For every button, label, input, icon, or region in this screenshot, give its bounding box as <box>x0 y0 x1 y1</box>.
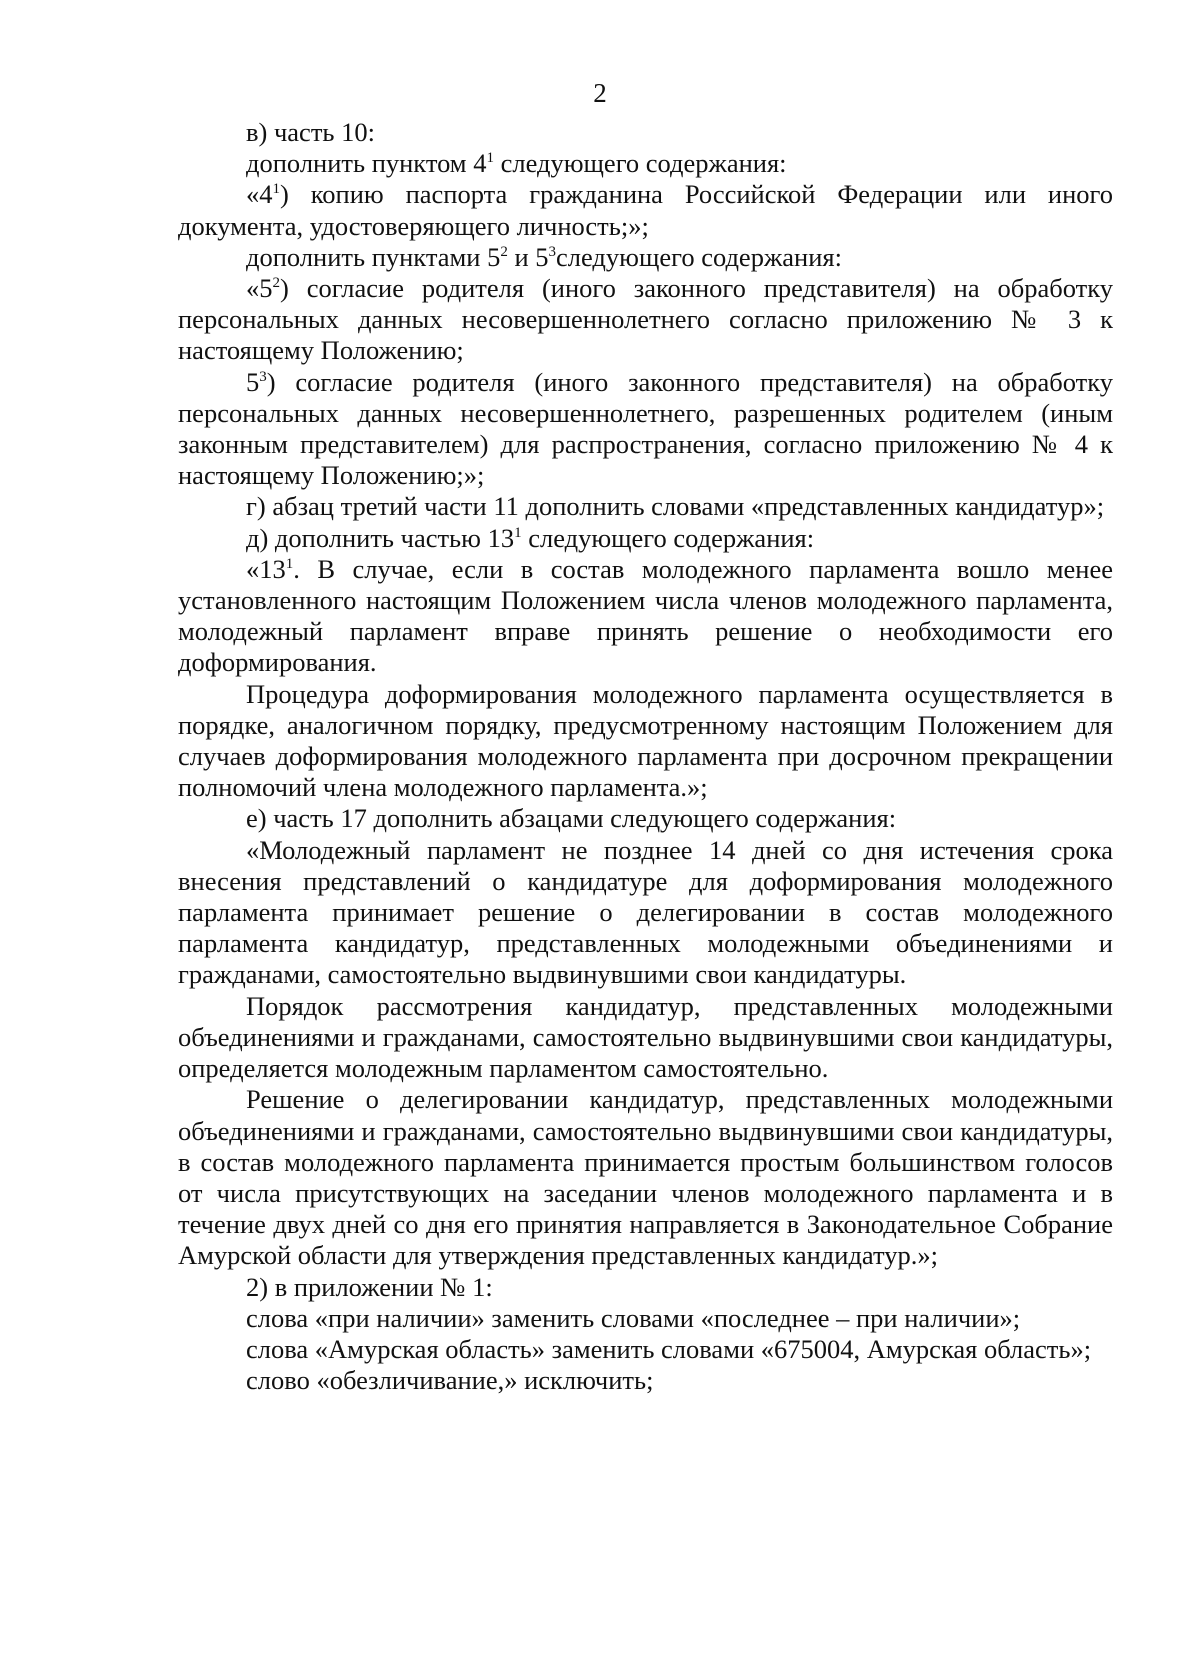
text-run: слова «Амурская область» заменить словами «675004, Амурская область»; <box>246 1333 1092 1364</box>
superscript: 3 <box>548 243 557 260</box>
paragraph <box>178 179 1113 241</box>
paragraph <box>178 1272 1113 1303</box>
paragraph <box>178 803 1113 834</box>
page-number: 2 <box>593 78 607 108</box>
text-run: 2) в приложении № 1: <box>246 1271 493 1302</box>
text-run: д) дополнить частью 13 <box>246 522 515 553</box>
paragraph <box>178 991 1113 1085</box>
paragraph <box>178 273 1113 367</box>
paragraph <box>178 679 1113 804</box>
superscript: 3 <box>259 368 267 385</box>
text-run: е) часть 17 дополнить абзацами следующего содержания: <box>246 803 897 834</box>
text-run: Процедура доформирования молодежного парламента осуществляется в порядке, аналогичном порядку, предусмотренному настоящим Положением для случаев доформирования молодежного парламента при досрочном прекращении полномочий члена молодежного парламента.»; <box>178 678 1113 803</box>
text-run: ) согласие родителя (иного законного представителя) на обработку персональных данных несовершеннолетнего, разрешенных родителем (иным законным представителем) для распространения, согласно приложению № 4 к настоящему Положению;»; <box>178 366 1113 491</box>
text-run: дополнить пунктами 5 <box>246 241 501 272</box>
text-run: Решение о делегировании кандидатур, представленных молодежными объединениями и гражданами, самостоятельно выдвинувшими свои кандидатуры, в состав молодежного парламента принимается простым большинством голосов от числа присутствующих на заседании членов молодежного парламента и в течение двух дней со дня его принятия направляется в Законодательное Собрание Амурской области для утверждения представленных кандидатур.»; <box>178 1084 1113 1271</box>
paragraph <box>178 148 1113 179</box>
superscript: 1 <box>272 181 280 198</box>
paragraph <box>178 367 1113 492</box>
paragraph <box>178 523 1113 554</box>
superscript: 1 <box>486 150 494 167</box>
paragraph <box>178 1084 1113 1271</box>
text-run: ) согласие родителя (иного законного представителя) на обработку персональных данных несовершеннолетнего согласно приложению № 3 к настоящему Положению; <box>178 273 1113 366</box>
text-run: слова «при наличии» заменить словами «последнее – при наличии»; <box>246 1302 1021 1333</box>
text-run: 5 <box>246 366 260 397</box>
text-run: дополнить пунктом 4 <box>246 148 487 179</box>
text-run: . В случае, если в состав молодежного парламента вошло менее установленного настоящим Положением числа членов молодежного парламента, молодежный парламент вправе принять решение о необходимости его доформирования. <box>178 553 1113 678</box>
text-run: «Молодежный парламент не позднее 14 дней со дня истечения срока внесения представлений о кандидатуре для доформирования молодежного парламента принимает решение о делегировании в состав молодежного парламента кандидатур, представленных молодежными объединениями и гражданами, самостоятельно выдвинувшими свои кандидатуры. <box>178 834 1113 990</box>
paragraph <box>178 1334 1113 1365</box>
superscript: 1 <box>514 524 522 541</box>
text-run: следующего содержания: <box>521 522 815 553</box>
paragraph <box>178 835 1113 991</box>
paragraph <box>178 1303 1113 1334</box>
text-run: и 5 <box>507 241 549 272</box>
paragraph <box>178 491 1113 522</box>
paragraph <box>178 117 1113 148</box>
paragraph <box>178 242 1113 273</box>
paragraph <box>178 554 1113 679</box>
paragraph <box>178 1365 1113 1396</box>
text-run: г) абзац третий части 11 дополнить словами «представленных кандидатур»; <box>246 491 1105 522</box>
text-run: ) копию паспорта гражданина Российской Федерации или иного документа, удостоверяющего личность;»; <box>178 179 1113 241</box>
text-run: следующего содержания: <box>556 241 842 272</box>
text-run: в) часть 10: <box>246 117 375 147</box>
text-run: «5 <box>246 273 273 304</box>
superscript: 2 <box>500 243 508 260</box>
document-body <box>178 117 1113 1396</box>
text-run: слово «обезличивание,» исключить; <box>246 1365 654 1396</box>
text-run: «4 <box>246 179 273 210</box>
text-run: «13 <box>246 553 286 584</box>
superscript: 1 <box>285 555 294 572</box>
text-run: следующего содержания: <box>493 148 787 179</box>
superscript: 2 <box>272 275 280 292</box>
text-run: Порядок рассмотрения кандидатур, представленных молодежными объединениями и гражданами, самостоятельно выдвинувшими свои кандидатуры, определяется молодежным парламентом самостоятельно. <box>178 990 1113 1084</box>
